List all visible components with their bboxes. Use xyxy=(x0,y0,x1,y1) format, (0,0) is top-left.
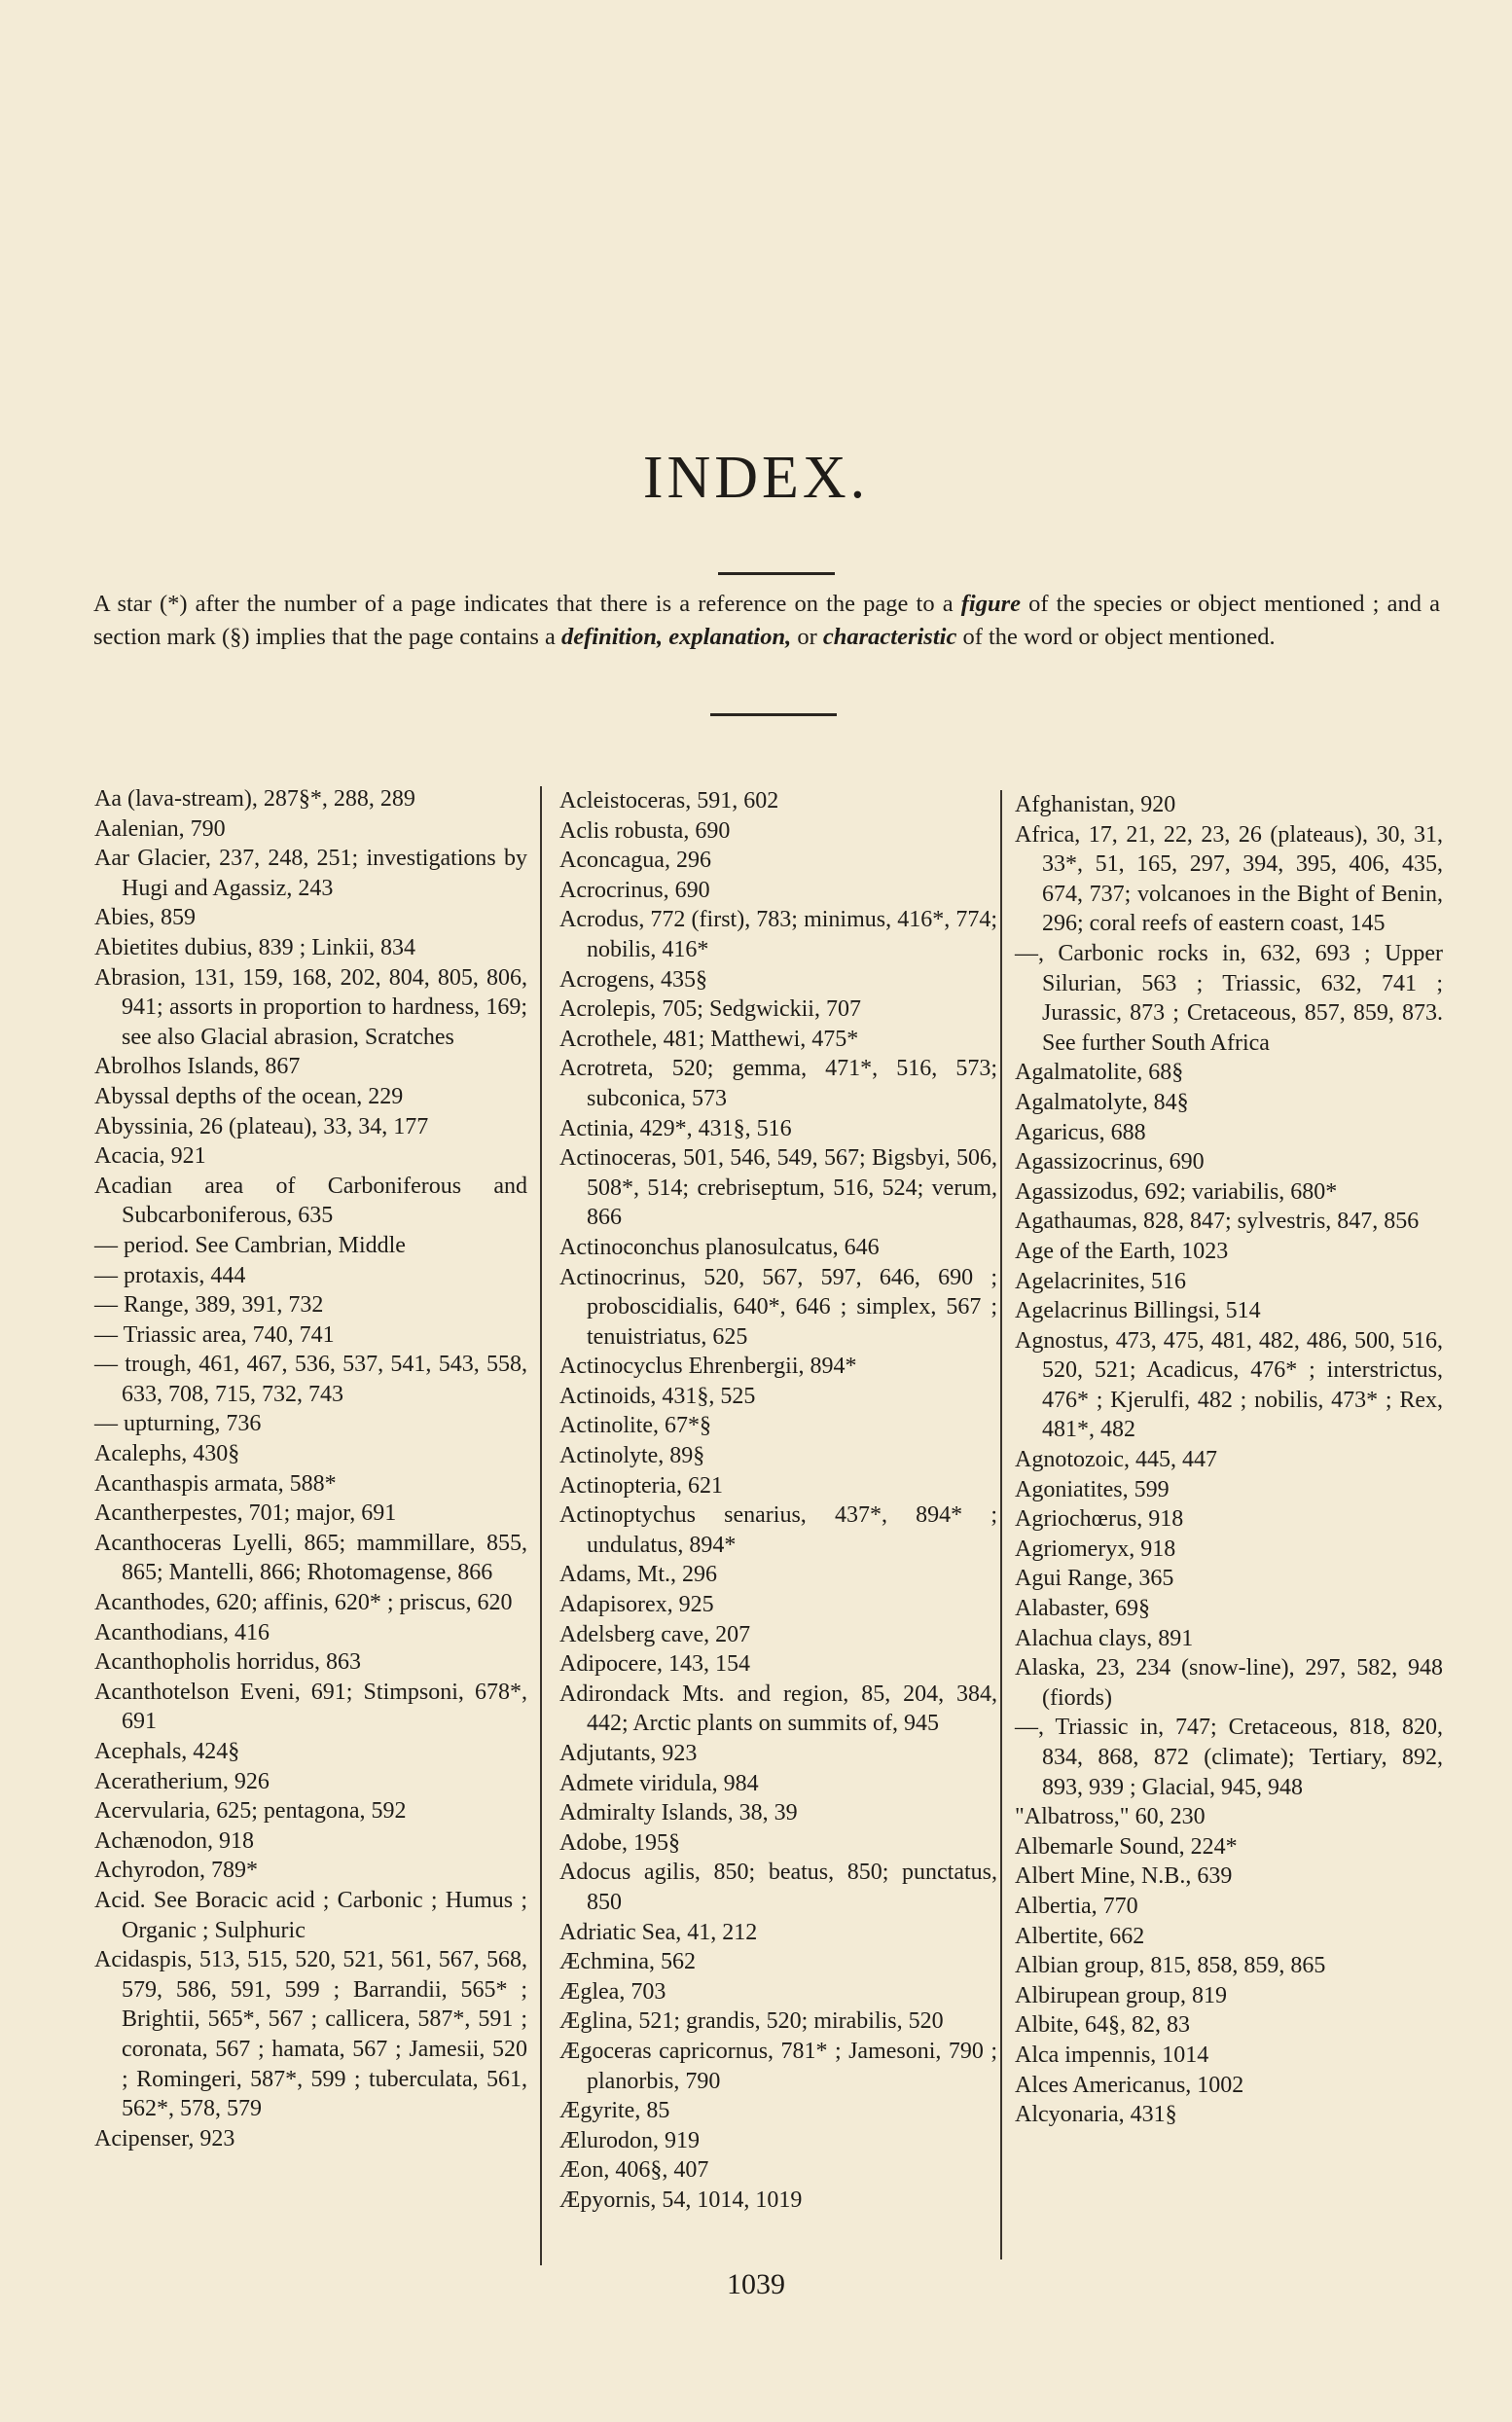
index-entry: Adjutants, 923 xyxy=(559,1741,698,1766)
index-entry: Aar Glacier, 237, 248, 251; investigations by Hugi and Agassiz, 243 xyxy=(94,846,527,901)
intro-text-2: of the species or object mentioned ; and a section mark (§) implies that the page contains a xyxy=(93,591,1440,650)
title-rule xyxy=(718,572,835,575)
index-entry: Æon, 406§, 407 xyxy=(559,2157,709,2184)
index-entry: Acidaspis, 513, 515, 520, 521, 561, 567, 568, 579, 586, 591, 599 ; Barrandii, 565* ; Brightii, 565*, 567 ; callicera, 587*, 591 ; coronata, 567 ; hamata, 567 ; Jamesii, 520 ; Romingeri, 587*, 599 ; tuberculata, 561, 562*, 578, 579 xyxy=(94,1947,527,2122)
index-entry: Abies, 859 xyxy=(94,905,196,931)
index-entry: Admete viridula, 984 xyxy=(559,1770,759,1796)
index-entry: Albite, 64§, 82, 83 xyxy=(1015,2012,1190,2039)
index-entry: Æglea, 703 xyxy=(559,1978,666,2005)
index-entry: Abyssal depths of the ocean, 229 xyxy=(94,1083,404,1109)
index-entry: —, Carbonic rocks in, 632, 693 ; Upper Silurian, 563 ; Triassic, 632, 741 ; Jurassic, 873 ; Cretaceous, 857, 859, 873. See further South Africa xyxy=(1015,940,1443,1056)
index-entry: Alca impennis, 1014 xyxy=(1015,2042,1209,2068)
index-entry: Actinia, 429*, 431§, 516 xyxy=(559,1115,792,1141)
index-entry: Agalmatolyte, 84§ xyxy=(1015,1089,1189,1115)
index-entry: Acrotreta, 520; gemma, 471*, 516, 573; subconica, 573 xyxy=(559,1056,997,1111)
intro-emphasis-definition: definition, explanation, xyxy=(561,624,792,650)
index-entry: Aa (lava-stream), 287§*, 288, 289 xyxy=(94,786,415,812)
index-entry: Acephals, 424§ xyxy=(94,1739,240,1764)
column-divider xyxy=(1000,790,1002,2259)
index-entry: Agnostus, 473, 475, 481, 482, 486, 500, 516, 520, 521; Acadicus, 476* ; interstrictus, 476* ; Kjerulfi, 482 ; nobilis, 473* ; Rex, 481*, 482 xyxy=(1015,1327,1443,1443)
index-entry: Agriochœrus, 918 xyxy=(1015,1506,1184,1533)
index-column-3 xyxy=(1015,790,1443,2130)
index-entry: Agui Range, 365 xyxy=(1015,1566,1174,1592)
intro-emphasis-characteristic: characteristic xyxy=(822,624,957,650)
index-entry: Adelsberg cave, 207 xyxy=(559,1621,751,1647)
index-entry: Acipenser, 923 xyxy=(94,2125,235,2151)
index-entry: Age of the Earth, 1023 xyxy=(1015,1238,1229,1264)
index-entry: Albian group, 815, 858, 859, 865 xyxy=(1015,1953,1326,1979)
index-entry: Albertia, 770 xyxy=(1015,1893,1138,1919)
index-entry: Albemarle Sound, 224* xyxy=(1015,1833,1238,1860)
intro-paragraph xyxy=(93,588,1440,654)
intro-text-3: or xyxy=(791,624,823,650)
index-entry: Adirondack Mts. and region, 85, 204, 384, 442; Arctic plants on summits of, 945 xyxy=(559,1681,997,1737)
index-entry: Acanthotelson Eveni, 691; Stimpsoni, 678*, 691 xyxy=(94,1679,527,1735)
index-entry: Acrothele, 481; Matthewi, 475* xyxy=(559,1026,859,1052)
index-entry: Achænodon, 918 xyxy=(94,1827,254,1854)
index-entry: Agelacrinites, 516 xyxy=(1015,1268,1186,1294)
index-entry: Albert Mine, N.B., 639 xyxy=(1015,1863,1233,1890)
index-entry: Adipocere, 143, 154 xyxy=(559,1651,750,1678)
index-column-2 xyxy=(559,786,997,2216)
index-entry: Aceratherium, 926 xyxy=(94,1768,270,1794)
index-entry: — protaxis, 444 xyxy=(94,1262,246,1288)
index-column-1 xyxy=(94,784,527,2153)
index-entry: Abrolhos Islands, 867 xyxy=(94,1054,301,1080)
index-entry: Actinoptychus senarius, 437*, 894* ; undulatus, 894* xyxy=(559,1502,997,1558)
index-entry: — period. See Cambrian, Middle xyxy=(94,1232,406,1258)
index-entry: Alcyonaria, 431§ xyxy=(1015,2102,1177,2128)
index-entry: Æchmina, 562 xyxy=(559,1949,696,1975)
index-entry: Agaricus, 688 xyxy=(1015,1119,1146,1145)
index-entry: Ægyrite, 85 xyxy=(559,2098,670,2124)
index-entry: Achyrodon, 789* xyxy=(94,1858,258,1884)
index-entry: Acantherpestes, 701; major, 691 xyxy=(94,1500,397,1527)
index-entry: Abyssinia, 26 (plateau), 33, 34, 177 xyxy=(94,1113,429,1139)
index-entry: Acanthoceras Lyelli, 865; mammillare, 855, 865; Mantelli, 866; Rhotomagense, 866 xyxy=(94,1530,527,1586)
index-entry: Actinoconchus planosulcatus, 646 xyxy=(559,1234,880,1260)
index-entry: Acanthodes, 620; affinis, 620* ; priscus, 620 xyxy=(94,1590,513,1616)
index-entry: Acalephs, 430§ xyxy=(94,1441,240,1467)
intro-rule xyxy=(710,713,837,716)
index-entry: Acervularia, 625; pentagona, 592 xyxy=(94,1798,407,1825)
index-entry: Agathaumas, 828, 847; sylvestris, 847, 856 xyxy=(1015,1209,1420,1235)
index-entry: Acacia, 921 xyxy=(94,1143,206,1170)
index-entry: Agelacrinus Billingsi, 514 xyxy=(1015,1298,1261,1324)
index-entry: Agriomeryx, 918 xyxy=(1015,1536,1176,1562)
index-entry: Alaska, 23, 234 (snow-line), 297, 582, 948 (fiords) xyxy=(1015,1655,1443,1711)
page-number: 1039 xyxy=(727,2268,785,2300)
index-entry: Albirupean group, 819 xyxy=(1015,1982,1227,2008)
index-entry: — Triassic area, 740, 741 xyxy=(94,1321,335,1348)
intro-emphasis-figure: figure xyxy=(960,591,1021,617)
index-entry: Adriatic Sea, 41, 212 xyxy=(559,1919,758,1945)
index-entry: Adapisorex, 925 xyxy=(559,1592,714,1618)
index-entry: Aclis robusta, 690 xyxy=(559,817,731,844)
index-entry: Agassizocrinus, 690 xyxy=(1015,1149,1205,1175)
index-entry: Abrasion, 131, 159, 168, 202, 804, 805, 806, 941; assorts in proportion to hardness, 169; see also Glacial abrasion, Scratches xyxy=(94,964,527,1050)
index-entry: Africa, 17, 21, 22, 23, 26 (plateaus), 30, 31, 33*, 51, 165, 297, 394, 395, 406, 435, 674, 737; volcanoes in the Bight of Benin, 296; coral reefs of eastern coast, 145 xyxy=(1015,821,1443,937)
index-entry: Aconcagua, 296 xyxy=(559,848,711,874)
index-entry: Agalmatolite, 68§ xyxy=(1015,1060,1184,1086)
index-entry: Adocus agilis, 850; beatus, 850; punctatus, 850 xyxy=(559,1860,997,1915)
index-entry: Acrogens, 435§ xyxy=(559,966,707,993)
index-entry: Ægoceras capricornus, 781* ; Jamesoni, 790 ; planorbis, 790 xyxy=(559,2038,997,2094)
index-entry: Acanthodians, 416 xyxy=(94,1619,270,1645)
index-entry: Actinoids, 431§, 525 xyxy=(559,1383,756,1409)
index-entry: Agassizodus, 692; variabilis, 680* xyxy=(1015,1178,1338,1205)
index-entry: Alachua clays, 891 xyxy=(1015,1625,1194,1651)
index-entry: Acanthopholis horridus, 863 xyxy=(94,1649,361,1676)
index-entry: Alabaster, 69§ xyxy=(1015,1596,1150,1622)
index-entry: Afghanistan, 920 xyxy=(1015,792,1176,817)
intro-text-4: of the word or object mentioned. xyxy=(956,624,1276,650)
index-entry: Admiralty Islands, 38, 39 xyxy=(559,1800,798,1826)
index-entry: Agnotozoic, 445, 447 xyxy=(1015,1447,1217,1473)
index-entry: Actinocyclus Ehrenbergii, 894* xyxy=(559,1354,857,1380)
index-entry: — Range, 389, 391, 732 xyxy=(94,1292,324,1319)
index-entry: — trough, 461, 467, 536, 537, 541, 543, 558, 633, 708, 715, 732, 743 xyxy=(94,1352,527,1407)
index-entry: Actinoceras, 501, 546, 549, 567; Bigsbyi, 506, 508*, 514; crebriseptum, 516, 524; verum, 866 xyxy=(559,1145,997,1231)
index-entry: Acleistoceras, 591, 602 xyxy=(559,788,779,813)
index-entry: Acrolepis, 705; Sedgwickii, 707 xyxy=(559,996,861,1023)
index-entry: —, Triassic in, 747; Cretaceous, 818, 820, 834, 868, 872 (climate); Tertiary, 892, 893, 939 ; Glacial, 945, 948 xyxy=(1015,1715,1443,1800)
index-entry: Actinopteria, 621 xyxy=(559,1472,723,1499)
page-title: INDEX. xyxy=(642,445,870,511)
index-entry: Acrocrinus, 690 xyxy=(559,877,710,903)
index-entry: Albertite, 662 xyxy=(1015,1923,1145,1949)
index-entry: Acadian area of Carboniferous and Subcarboniferous, 635 xyxy=(94,1173,527,1229)
index-entry: Actinolite, 67*§ xyxy=(559,1413,711,1439)
index-entry: Actinocrinus, 520, 567, 597, 646, 690 ; proboscidialis, 640*, 646 ; simplex, 567 ; tenuistriatus, 625 xyxy=(559,1264,997,1350)
index-entry: "Albatross," 60, 230 xyxy=(1015,1804,1206,1830)
index-entry: Acanthaspis armata, 588* xyxy=(94,1470,337,1497)
index-entry: Acid. See Boracic acid ; Carbonic ; Humus ; Organic ; Sulphuric xyxy=(94,1887,527,1943)
index-entry: Adobe, 195§ xyxy=(559,1829,680,1856)
index-entry: Acrodus, 772 (first), 783; minimus, 416*, 774; nobilis, 416* xyxy=(559,907,997,962)
index-entry: Agoniatites, 599 xyxy=(1015,1476,1170,1502)
index-entry: Actinolyte, 89§ xyxy=(559,1443,705,1469)
index-entry: Æglina, 521; grandis, 520; mirabilis, 520 xyxy=(559,2008,944,2035)
intro-text-1: A star (*) after the number of a page indicates that there is a reference on the page to a xyxy=(93,591,961,617)
index-entry: Æpyornis, 54, 1014, 1019 xyxy=(559,2187,803,2213)
index-entry: Abietites dubius, 839 ; Linkii, 834 xyxy=(94,934,415,960)
index-entry: Ælurodon, 919 xyxy=(559,2127,700,2153)
index-entry: Aalenian, 790 xyxy=(94,815,226,842)
index-entry: Alces Americanus, 1002 xyxy=(1015,2072,1244,2098)
index-entry: Adams, Mt., 296 xyxy=(559,1562,717,1588)
index-entry: — upturning, 736 xyxy=(94,1411,262,1437)
column-divider xyxy=(540,786,542,2265)
